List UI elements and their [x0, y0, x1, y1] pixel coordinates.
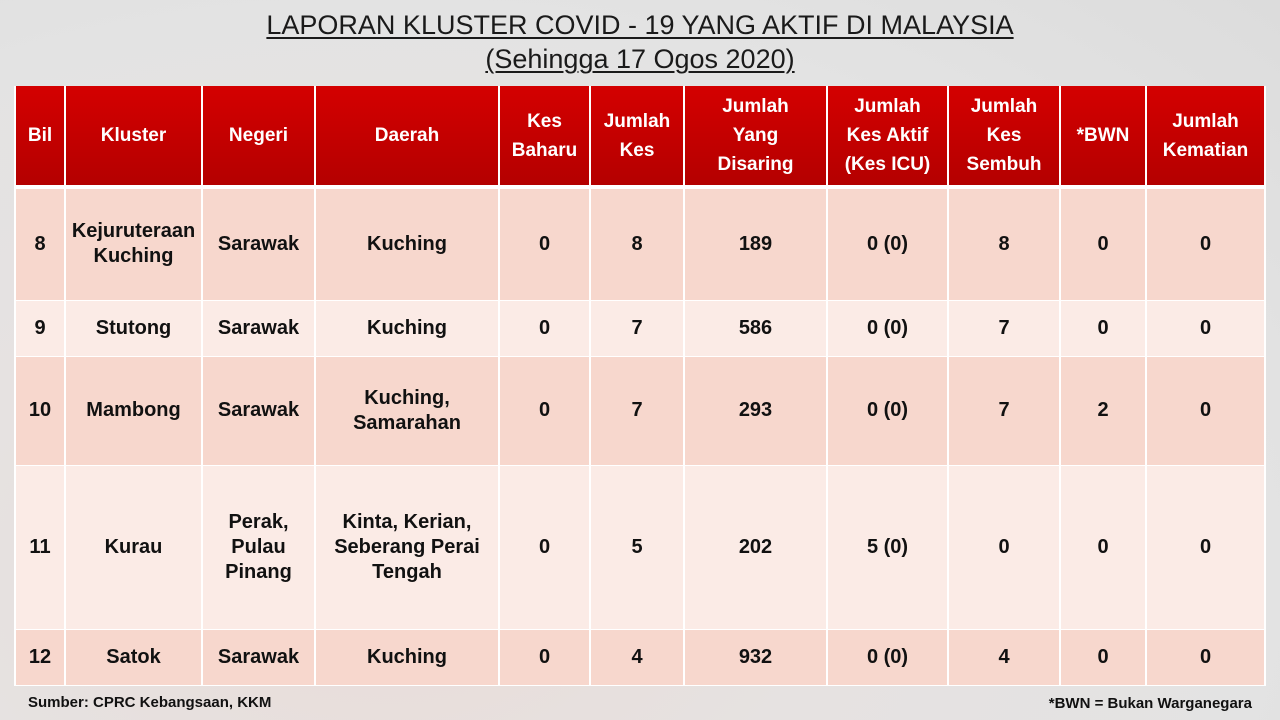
cell-text: 0	[1199, 232, 1212, 255]
cell-text: Mambong	[86, 399, 181, 422]
cell-text: Kejuruteraan	[71, 220, 196, 243]
cell-text: 4	[631, 645, 643, 668]
cell-text: Kurau	[104, 536, 163, 559]
cell-jumlah-kes	[590, 629, 684, 685]
cell-text: 8	[34, 232, 46, 255]
cell-jumlah-disaring	[684, 187, 827, 300]
cell-bwn	[1060, 356, 1146, 466]
header-jumlah-disaring	[684, 86, 827, 187]
cell-jumlah-kes	[590, 356, 684, 466]
cell-text: 0	[1199, 536, 1212, 559]
cell-daerah	[315, 466, 499, 630]
cell-text: 0	[1097, 316, 1109, 339]
cell-text: Pulau	[231, 536, 286, 559]
cell-text: 11	[29, 536, 51, 559]
cell-text: 0	[538, 399, 551, 422]
cell-text: Kuching,	[364, 386, 450, 409]
cell-jumlah-kematian	[1146, 300, 1265, 356]
header-text: Disaring	[717, 154, 794, 175]
cell-text: 7	[998, 399, 1010, 422]
table-header	[15, 86, 1265, 187]
cell-text: 202	[738, 536, 773, 559]
cell-text: Sarawak	[217, 232, 300, 255]
cell-kluster	[65, 466, 202, 630]
cell-jumlah-disaring	[684, 466, 827, 630]
cell-jumlah-sembuh	[948, 300, 1060, 356]
header-text: Kematian	[1162, 139, 1249, 161]
cell-bil	[15, 466, 65, 630]
header-kes-aktif-icu	[827, 86, 948, 187]
header-text: Sembuh	[966, 154, 1042, 175]
cell-bil	[15, 187, 65, 300]
cell-kes-aktif-icu	[827, 300, 948, 356]
header-text: Kes Aktif	[846, 125, 929, 146]
header-bil	[15, 86, 65, 187]
cell-text: 7	[631, 316, 643, 339]
source-note: Sumber: CPRC Kebangsaan, KKM	[28, 694, 272, 711]
header-kluster	[65, 86, 202, 187]
cell-text: 0	[1199, 645, 1212, 668]
title-line-2: (Sehingga 17 Ogos 2020)	[485, 44, 795, 74]
cell-bil	[15, 629, 65, 685]
cell-negeri	[202, 629, 315, 685]
cell-text: 12	[28, 645, 52, 668]
cell-kluster	[65, 187, 202, 300]
cell-negeri	[202, 187, 315, 300]
cell-text: 7	[998, 316, 1010, 339]
cell-jumlah-kematian	[1146, 356, 1265, 466]
cell-bwn	[1060, 187, 1146, 300]
cell-jumlah-sembuh	[948, 466, 1060, 630]
header-text: Baharu	[511, 139, 578, 161]
cell-text: Seberang Perai	[334, 536, 480, 559]
cell-kes-baharu	[499, 466, 590, 630]
cluster-table	[14, 86, 1266, 686]
report-title	[0, 8, 1280, 76]
cell-kes-aktif-icu	[827, 629, 948, 685]
cell-text: Sarawak	[217, 645, 300, 668]
header-text: (Kes ICU)	[844, 154, 931, 175]
cell-kluster	[65, 300, 202, 356]
cell-text: Kuching	[367, 645, 447, 668]
cell-jumlah-kematian	[1146, 187, 1265, 300]
cell-text: 0	[538, 316, 551, 339]
cell-text: 0	[538, 645, 551, 668]
header-daerah	[315, 86, 499, 187]
cell-text: 0	[538, 536, 551, 559]
cell-negeri	[202, 356, 315, 466]
header-text: *BWN	[1076, 125, 1130, 146]
cell-jumlah-kes	[590, 466, 684, 630]
cell-kes-aktif-icu	[827, 356, 948, 466]
cell-jumlah-kes	[590, 300, 684, 356]
cell-text: 0	[1199, 316, 1212, 339]
header-jumlah-sembuh	[948, 86, 1060, 187]
cell-jumlah-kematian	[1146, 466, 1265, 630]
header-jumlah-kes	[590, 86, 684, 187]
cell-text: Kuching	[367, 232, 447, 255]
header-text: Jumlah	[722, 96, 789, 117]
cell-text: 0	[998, 536, 1010, 559]
cell-text: 293	[738, 399, 773, 422]
header-text: Negeri	[228, 125, 289, 146]
cell-text: Stutong	[95, 316, 172, 339]
header-text: Kes	[986, 125, 1022, 146]
cell-text: 0 (0)	[866, 645, 909, 668]
cell-kes-aktif-icu	[827, 187, 948, 300]
cell-text: Kuching	[367, 316, 447, 339]
cell-kes-aktif-icu	[827, 466, 948, 630]
bwn-legend: *BWN = Bukan Warganegara	[1048, 695, 1252, 712]
cell-text: Kuching	[93, 245, 174, 268]
cell-text: 7	[631, 399, 643, 422]
header-text: Kes	[527, 110, 562, 132]
cell-text: Pinang	[225, 561, 292, 584]
cell-jumlah-disaring	[684, 356, 827, 466]
table-row	[15, 356, 1265, 466]
cell-text: 5	[631, 536, 643, 559]
cell-kluster	[65, 356, 202, 466]
cell-text: Sarawak	[217, 316, 300, 339]
cell-text: 0 (0)	[866, 232, 909, 255]
table-row	[15, 466, 1265, 630]
cell-text: Perak,	[228, 511, 289, 534]
cell-daerah	[315, 629, 499, 685]
cell-kes-baharu	[499, 356, 590, 466]
cell-text: 0	[538, 232, 551, 255]
cell-jumlah-sembuh	[948, 629, 1060, 685]
cell-jumlah-sembuh	[948, 187, 1060, 300]
cell-text: 0	[1097, 645, 1109, 668]
cell-jumlah-disaring	[684, 300, 827, 356]
cell-jumlah-sembuh	[948, 356, 1060, 466]
cell-text: 5 (0)	[866, 536, 909, 559]
header-text: Jumlah	[970, 96, 1038, 117]
cell-jumlah-disaring	[684, 629, 827, 685]
cell-text: 0 (0)	[866, 399, 909, 422]
header-bwn	[1060, 86, 1146, 187]
cell-text: 0	[1199, 399, 1212, 422]
cell-text: 4	[998, 645, 1010, 668]
cell-text: Kinta, Kerian,	[342, 511, 472, 534]
cell-text: 8	[631, 232, 643, 255]
cell-kes-baharu	[499, 300, 590, 356]
header-text: Kluster	[100, 125, 167, 146]
cell-bil	[15, 356, 65, 466]
table-row	[15, 300, 1265, 356]
cell-kes-baharu	[499, 187, 590, 300]
cell-bwn	[1060, 629, 1146, 685]
cell-text: 9	[34, 316, 46, 339]
table-body	[15, 187, 1265, 686]
header-text: Yang	[732, 125, 779, 146]
cell-text: Samarahan	[353, 411, 461, 434]
title-line-1: LAPORAN KLUSTER COVID - 19 YANG AKTIF DI MALAYSIA	[266, 10, 1014, 40]
cell-daerah	[315, 300, 499, 356]
header-jumlah-kematian	[1146, 86, 1265, 187]
header-kes-baharu	[499, 86, 590, 187]
header-text: Kes	[619, 139, 655, 161]
cell-bwn	[1060, 466, 1146, 630]
cell-text: 0	[1097, 536, 1109, 559]
cell-text: 0	[1097, 232, 1109, 255]
cell-text: Tengah	[372, 561, 442, 584]
cell-text: 0 (0)	[866, 316, 909, 339]
cell-text: 8	[998, 232, 1010, 255]
cell-text: 189	[738, 232, 773, 255]
cell-kes-baharu	[499, 629, 590, 685]
cell-text: 2	[1097, 399, 1109, 422]
cell-text: 10	[28, 399, 52, 422]
cell-daerah	[315, 356, 499, 466]
cell-negeri	[202, 466, 315, 630]
cell-jumlah-kes	[590, 187, 684, 300]
header-row	[15, 86, 1265, 187]
header-text: Jumlah	[603, 110, 671, 132]
cell-daerah	[315, 187, 499, 300]
cell-jumlah-kematian	[1146, 629, 1265, 685]
header-text: Daerah	[374, 125, 440, 146]
table-row	[15, 187, 1265, 300]
cell-bil	[15, 300, 65, 356]
cell-negeri	[202, 300, 315, 356]
cell-kluster	[65, 629, 202, 685]
table-row	[15, 629, 1265, 685]
header-negeri	[202, 86, 315, 187]
header-text: Jumlah	[1172, 110, 1239, 132]
header-text: Jumlah	[854, 96, 921, 117]
header-text: Bil	[27, 125, 53, 146]
cell-text: Satok	[106, 645, 161, 668]
cell-bwn	[1060, 300, 1146, 356]
cell-text: Sarawak	[217, 399, 300, 422]
cell-text: 586	[738, 316, 773, 339]
cell-text: 932	[738, 645, 773, 668]
